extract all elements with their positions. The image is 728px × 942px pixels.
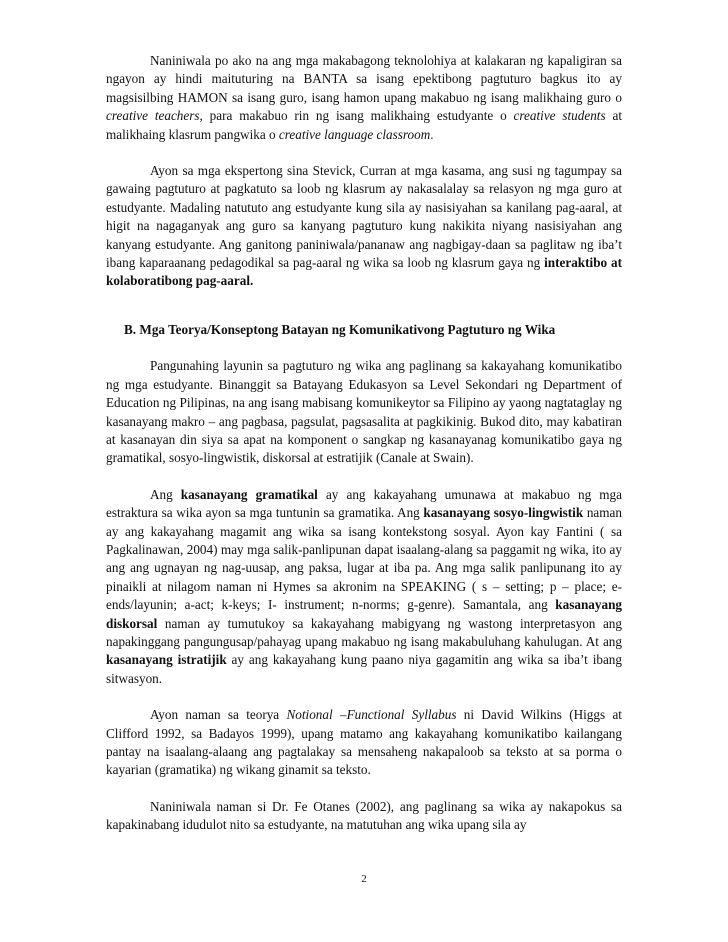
text-run: ay ang kakayahang kung paano niya gagamitin ang wika sa iba’t ibang sitwasyon. — [106, 652, 622, 686]
text-run: ni David Wilkins (Higgs at Clifford 1992, sa Badayos 1999), upang matamo ang kakayahang komunikatibo kailangang pantay na isaalang-alaang ang pagtalakay sa mensaheng nakapaloob sa teksto at sa porma o kayarian (gramatika) ng wikang ginamit sa teksto. — [106, 707, 622, 778]
text-run: ay ang kakayahang umunawa at makabuo ng mga estraktura sa wika ayon sa mga tuntunin sa gramatika. Ang — [106, 486, 623, 521]
bold-term: kasanayang gramatikal — [180, 486, 318, 502]
section-paragraph-4 — [106, 798, 622, 835]
bold-term: interaktibo at kolaboratibong pag-aaral. — [106, 255, 623, 289]
text-run: Ayon sa mga ekspertong sina Stevick, Curran at mga kasama, ang susi ng tagumpay sa gawaing pagtuturo at pagkatuto sa loob ng klasrum ay nakasalalay sa relasyon ng mga guro at estudyante. Madaling natututo ang estudyante kung sila ay nasisiyahan sa kanilang pag-aaral, at higit na nagaganyak ang guro sa kanyang pagtuturo kung nakikita niyang nasisiyahan ang kanyang estudyante. Ang ganitong paniniwala/pananaw ang nagbigay-daan sa paglitaw ng iba’t ibang kaparaanang pedagodikal sa pag-aaral ng wika sa loob ng klasrum gaya ng — [106, 163, 622, 271]
italic-term: creative language classroom — [278, 126, 431, 142]
italic-term: Notional –Functional Syllabus — [286, 707, 457, 723]
section-paragraph-3 — [106, 706, 622, 780]
text-run: Naniniwala naman si Dr. Fe Otanes (2002), ang paglinang sa wika ay nakapokus sa kapakinabang idudulot nito sa estudyante, na matutuhan ang wika upang sila ay — [106, 798, 622, 833]
section-paragraph-1 — [106, 357, 622, 467]
bold-term: kasanayang sosyo-lingwistik — [423, 505, 584, 521]
italic-term: creative students — [513, 108, 606, 124]
text-run: Ayon naman sa teorya — [150, 707, 287, 723]
italic-term: creative teachers — [106, 108, 200, 124]
intro-paragraph-2 — [106, 162, 622, 291]
bold-term: kasanayang istratijik — [106, 652, 227, 668]
text-run: naman ay ang kakayahang magamit ang wika sa isang kontekstong sosyal. Ayon kay Fantini ( sa Pagkalinawan, 2004) may mga salik-panlipunan dapat isaalang-alang sa paggamit ng wika, ito ay ang ang ugnayan ng nag-uusap, ang paksa, lugar at iba pa. Ang mga salik panlipunang ito ay pinaikli at nilagom naman ni Hymes sa akronim na SPEAKING ( s – setting; p – place; e-ends/layunin; a-act; k-keys; I- instrument; n-norms; g-genre). Samantala, ang — [106, 505, 622, 613]
text-run: Ang — [150, 486, 181, 502]
section-heading: B. Mga Teorya/Konseptong Batayan ng Komunikativong Pagtuturo ng Wika — [124, 321, 556, 337]
document-page — [106, 52, 622, 851]
intro-paragraph-1 — [106, 52, 622, 144]
page-number: 2 — [361, 873, 367, 885]
text-run: Naniniwala po ako na ang mga makabagong teknolohiya at kalakaran ng kapaligiran sa ngayon ay hindi maituturing na BANTA sa isang epektibong pagtuturo bagkus ito ay magsisilbing HAMON sa isang guro, isang hamon upang makabuo ng isang malikhaing guro o — [106, 53, 622, 105]
text-run: at malikhaing klasrum pangwika o — [106, 108, 622, 142]
text-run: Pangunahing layunin sa pagtuturo ng wika ang paglinang sa kakayahang komunikatibo ng mga estudyante. Binanggit sa Batayang Edukasyon sa Level Sekondari ng Department of Education ng Pilipinas, na ang isang mabisang komunikeytor sa Filipino ay yaong nagtataglay ng kasanayang makro – ang pagbasa, pagsulat, pagsasalita at pagkikinig. Bukod dito, may kabatiran at kasanayan din siya sa apat na komponent o sangkap ng kasanayanag komunikatibo gaya ng gramatikal, sosyo-lingwistik, diskorsal at estratijik (Canale at Swain). — [106, 358, 622, 466]
section-paragraph-2 — [106, 486, 622, 688]
text-run: naman ay tumutukoy sa kakayahang mabigyang ng wastong interpretasyon ang napakinggang pangungusap/pahayag upang makabuo ng isang makabuluhang kahulugan. At ang — [106, 615, 622, 649]
bold-term: kasanayang diskorsal — [106, 597, 622, 631]
text-run: , para makabuo rin ng isang malikhaing estudyante o — [199, 108, 514, 124]
text-run: . — [430, 126, 434, 142]
